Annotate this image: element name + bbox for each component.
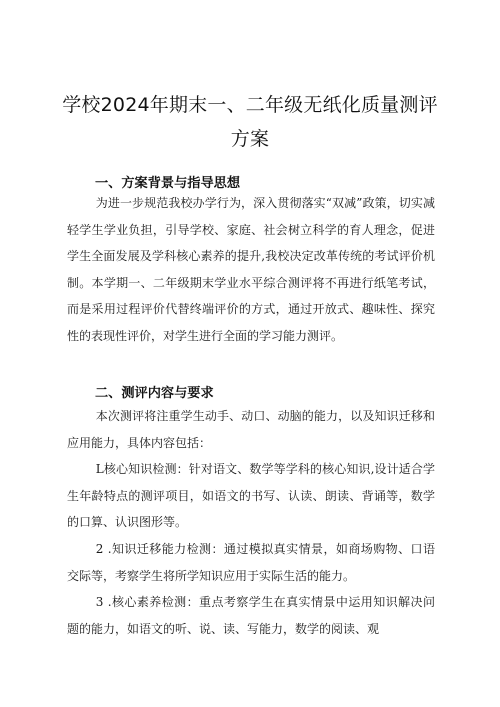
document-title: 学校2024年期末一、二年级无纸化质量测评方案 bbox=[62, 94, 438, 150]
paragraph-item-core-literacy: 3 .核心素养检测：重点考察学生在真实情景中运用知识解决问题的能力，如语文的听、说、读、写能力，数学的阅读、观 bbox=[67, 595, 435, 636]
section-heading-background: 一、方案背景与指导思想 bbox=[95, 176, 241, 191]
paragraph-item-core-knowledge: L核心知识检测：针对语文、数学等学科的核心知识,设计适合学生年龄特点的测评项目，如语文的书写、认读、朗读、背诵等，数学的口算、认识图形等。 bbox=[67, 462, 435, 530]
paragraph-intro: 本次测评将注重学生动手、动口、动脑的能力，以及知识迁移和应用能力，具体内容包括： bbox=[67, 409, 435, 450]
paragraph-item-knowledge-transfer: 2 .知识迁移能力检测：通过模拟真实情景，如商场购物、口语交际等，考察学生将所学知识应用于实际生活的能力。 bbox=[67, 542, 435, 583]
section-heading-content-requirements: 二、测评内容与要求 bbox=[95, 386, 214, 401]
paragraph-background: 为进一步规范我校办学行为，深入贯彻落实“双减”政策，切实减轻学生学业负担，引导学校、家庭、社会树立科学的育人理念，促进学生全面发展及学科核心素养的提升,我校决定改革传统的考试评价机制。本学期一、二年级期末学业水平综合测评将不再进行纸笔考试，而是采用过程评价代替终端评价的方式，通过开放式、趣味性、探究性的表现性评价，对学生进行全面的学习能力测评。 bbox=[67, 196, 435, 343]
